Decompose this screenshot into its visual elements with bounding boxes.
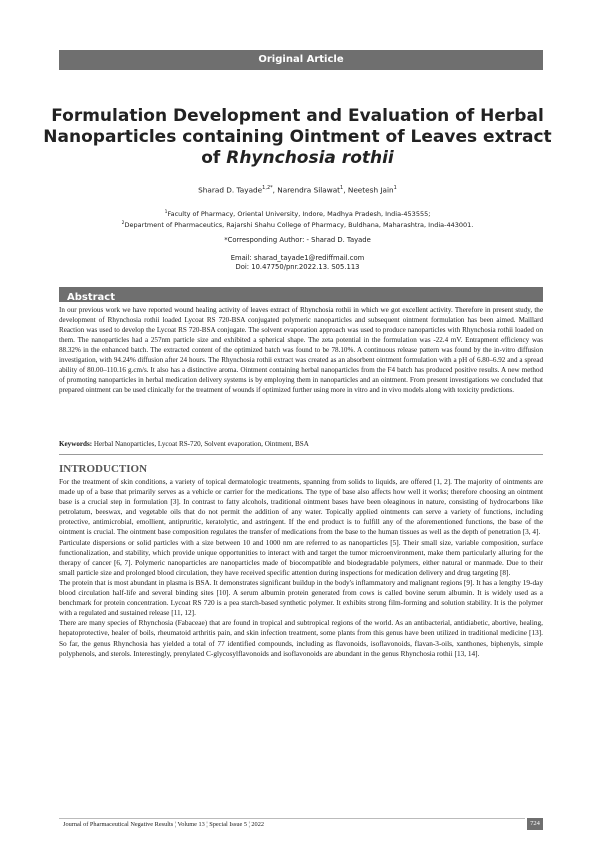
keywords [59,440,543,448]
affiliation-2 [60,219,535,230]
author-name: Sharad D. Tayade [198,185,263,195]
abstract-heading: Abstract [67,292,116,303]
contact-block [60,254,535,272]
affiliation-sup: 1 [164,210,168,215]
article-title [40,106,555,169]
email-address[interactable]: Email: sharad_tayade1@rediffmail.com [230,254,365,262]
section-divider [59,454,543,455]
author-list: Sharad D. Tayade$^{1,2*}$, Narendra Silawat$^1$, Neetesh Jain$^1$ [198,185,397,195]
affiliation-text: Department of Pharmaceutics, Rajarshi Shahu College of Pharmacy, Buldhana, Maharashtra, India-443001. [124,221,474,230]
paragraph: The protein that is most abundant in plasma is BSA. It demonstrates significant buildup in the body's inflammatory and malignant regions [9]. It has a lengthy 19-day blood circulation half-life and several binding sites [10]. A serum albumin protein generated from cows is called bovine serum albumin. It is widely used as a benchmark for protein concentration. Lycoat RS 720 is a pea starch-based synthetic polymer. It exhibits strong film-forming and solution stability. It is the polymer with a regulated and sustained release [11, 12]. [59,577,543,618]
page-number: 724 [527,818,543,830]
author-sup: 1 [340,185,344,191]
affiliation-1 [60,208,535,219]
affiliation-sup: 2 [121,221,125,227]
title-species: Rhynchosia rothii [226,148,394,168]
introduction-heading: INTRODUCTION [59,463,148,475]
title-main: Formulation Development and Evaluation of Herbal Nanoparticles containing Ointment of Leaves extract of [43,106,552,168]
author-name: Narendra Silawat [277,185,341,195]
abstract-text: In our previous work we have reported wound healing activity of leaves extract of Rhynchosia rothii in which we got excellent activity. Therefore in present study, the development of Rhynchosia rothii loaded Lycoat RS 720-BSA conjugated polymeric nanoparticles and subsequent ointment formulation has been aimed. Maillard Reaction was used to develop the Lycoat RS 720-BSA conjugate. The solvent evaporation approach was used to produce nanoparticles with Rhynchosia rothii loaded on them. The nanoparticles had a 257nm particle size and exhibited a spherical shape. The zeta potential in the formulation was -22.4 mV. Entrapment efficiency was 88.32% in the enhanced batch. The extracted content of the optimized batch was found to be 78.10%. A continuous release pattern was found by the in-vitro diffusion investigation, with 94.24% diffusion after 24 hours. The Rhynchosia rothii extract was created as an absorbent ointment formulation with a pH of 6.80–6.92 and a spread ability of 80.00–110.16 g.cm/s. It also has a distinctive aroma. Ointment containing herbal nanoparticles from the F4 batch has produced positive results. A new method of promoting nanoparticles in herbal medication delivery systems is by employing them in nanoparticles and an ointment. From present investigations we concluded that prepared ointment can be used clinically for the treatment of wounds if optimized further using more in vitro and in vivo models along with toxicity predictions. [59,306,543,394]
introduction-body [59,477,543,659]
journal-footer: Journal of Pharmaceutical Negative Results ¦ Volume 13 ¦ Special Issue 5 ¦ 2022 [59,818,525,830]
paragraph: Particulate dispersions or solid particles with a size between 10 and 1000 nm are referred to as nanoparticles [5]. Their small size, variable composition, surface functionalization, and stability, which provide unique opportunities to interact with and target the tumor microenvironment, make them particularly alluring for the therapy of cancer [6, 7]. Polymeric nanoparticles are nanoparticles made of biocompatible and biodegradable polymers, either natural or manmade. Due to their small particle size and prolonged blood circulation, they have received specific attention during inspections for medication delivery and drug targeting [8]. [59,537,543,577]
article-type-banner: Original Article [59,50,543,70]
corresponding-author: *Corresponding Author: - Sharad D. Tayade [224,236,371,244]
keywords-text: Herbal Nanoparticles, Lycoat RS-720, Solvent evaporation, Ointment, BSA [93,440,309,448]
author-name: Neetesh Jain [347,185,394,195]
abstract-heading-bar [59,287,543,302]
affiliation-text: Faculty of Pharmacy, Oriental University, Indore, Madhya Pradesh, India-453555; [167,210,431,219]
doi[interactable]: Doi: 10.47750/pnr.2022.13. S05.113 [235,263,360,271]
paragraph: For the treatment of skin conditions, a variety of topical dermatologic treatments, spanning from solids to liquids, are offered [1, 2]. The majority of ointments are made up of a base that primarily serves as a vehicle or carrier for the medications. The type of base also affects how well it works; therefore choosing an ointment base is a crucial step in formulation [3]. In contrast to fatty alcohols, traditional ointment bases have been oleaginous in nature, consisting of hydrocarbons like petrolatum, beeswax, and vegetable oils that do not permit the addition of any water. Topically applied ointments can serve a variety of functions, including protective, antimicrobial, emollient, antipruritic, keratolytic, and astringent. If the end product is to fulfill any of the aforementioned functions, the base of the ointment is crucial. The ointment base composition regulates the transfer of medications from the base to the human tissues as well as the depth of penetration [3, 4]. [59,477,543,537]
author-sup: 1 [393,185,397,191]
keywords-label: Keywords: [59,440,93,448]
author-sup: 1,2* [262,185,273,191]
paragraph: There are many species of Rhynchosia (Fabaceae) that are found in tropical and subtropical regions of the world. As an antibacterial, antidiabetic, abortive, healing, hepatoprotective, healer of boils, rheumatoid arthritis pain, and skin infection treatment, some plants from this genus have been utilized in traditional medicine [13]. So far, the genus Rhynchosia has yielded a total of 77 identified compounds, including as flavonoids, isoflavonoids, flavan-3-oils, xanthones, biphenyls, simple polyphenols, and sterols. Interestingly, prenylated C-glycosylflavonoids and isoflavonoids are abundant in the genus Rhynchosia rothii [13, 14]. [59,618,543,658]
affiliations [60,208,535,230]
